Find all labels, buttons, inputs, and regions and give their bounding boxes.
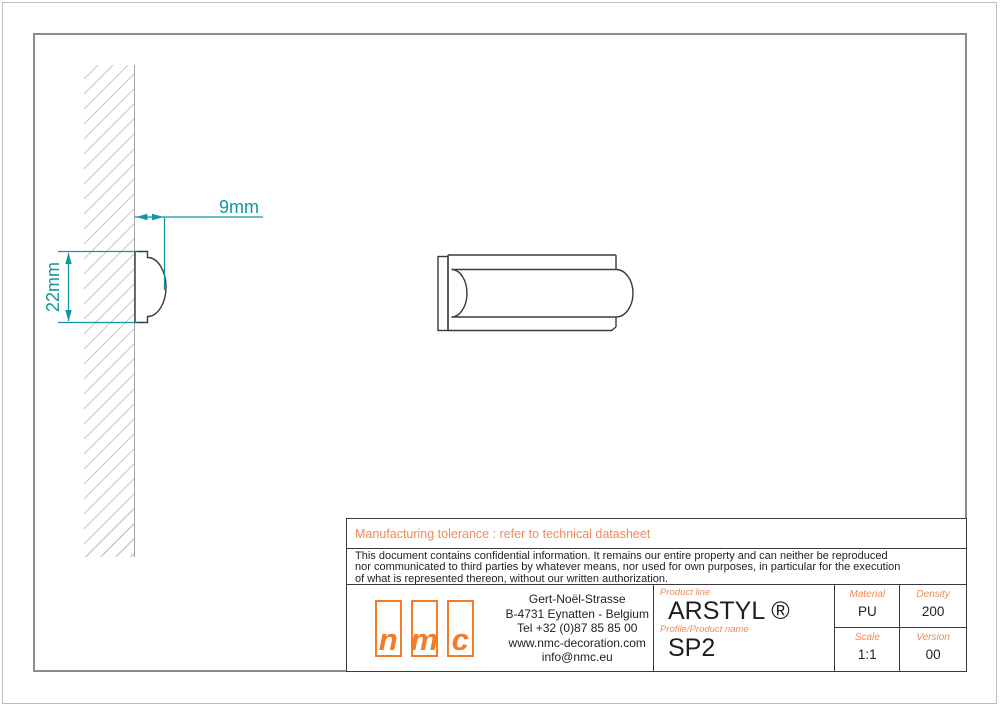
dimension-label-depth: 9mm (219, 197, 259, 217)
material-cell (835, 585, 899, 628)
title-block-bottom-row (347, 585, 966, 672)
product-name-label: Profile/Product name (660, 624, 749, 635)
material-label: Material (849, 589, 886, 600)
material-scale-column (834, 585, 899, 672)
address-line: B-4731 Eynatten - Belgium (505, 606, 649, 621)
title-block (346, 518, 967, 672)
version-value: 00 (925, 647, 941, 663)
nmc-logo-letter: m (410, 621, 439, 657)
nmc-logo-letter: n (378, 621, 398, 657)
product-line-label: Product line (660, 587, 711, 598)
product-info-cell (653, 585, 834, 672)
scale-label: Scale (854, 632, 880, 644)
scale-value: 1:1 (857, 647, 877, 663)
confidentiality-line: nor communicated to third parties by whatever means, nor used for own purposes, in particular for the execution (355, 561, 901, 574)
nmc-logo (347, 585, 502, 672)
nmc-logo-box-n (375, 600, 402, 657)
address-line: Gert-Noël-Strasse (528, 592, 626, 606)
product-line-value: ARSTYL ® (668, 597, 790, 625)
version-label: Version (916, 632, 950, 644)
profile-top-view (438, 255, 633, 331)
dim-depth-arrow-left (136, 214, 148, 220)
address-line: Tel +32 (0)87 85 85 00 (517, 621, 638, 635)
tolerance-note: Manufacturing tolerance : refer to technical datasheet (347, 519, 966, 549)
density-value: 200 (921, 604, 945, 619)
company-email: info@nmc.eu (541, 650, 613, 664)
scale-cell (835, 628, 899, 671)
density-label: Density (916, 589, 950, 600)
company-address (502, 585, 654, 672)
nmc-logo-letter: c (451, 621, 469, 657)
product-name-value: SP2 (668, 634, 716, 662)
confidentiality-line: of what is represented thereon, without our written authorization. (355, 572, 669, 585)
nmc-logo-box-c (447, 600, 474, 657)
density-version-column (899, 585, 966, 672)
dimension-label-height: 22mm (43, 261, 63, 312)
version-cell (900, 628, 966, 671)
confidentiality-note (347, 549, 966, 585)
dim-depth-arrow-right (152, 214, 164, 220)
material-value: PU (857, 604, 877, 619)
company-website: www.nmc-decoration.com (508, 635, 646, 650)
confidentiality-line: This document contains confidential information. It remains our entire property and can neither be reproduced (355, 550, 888, 562)
profile-side-view (135, 252, 166, 323)
nmc-logo-box-m (411, 600, 438, 657)
density-cell (900, 585, 966, 628)
